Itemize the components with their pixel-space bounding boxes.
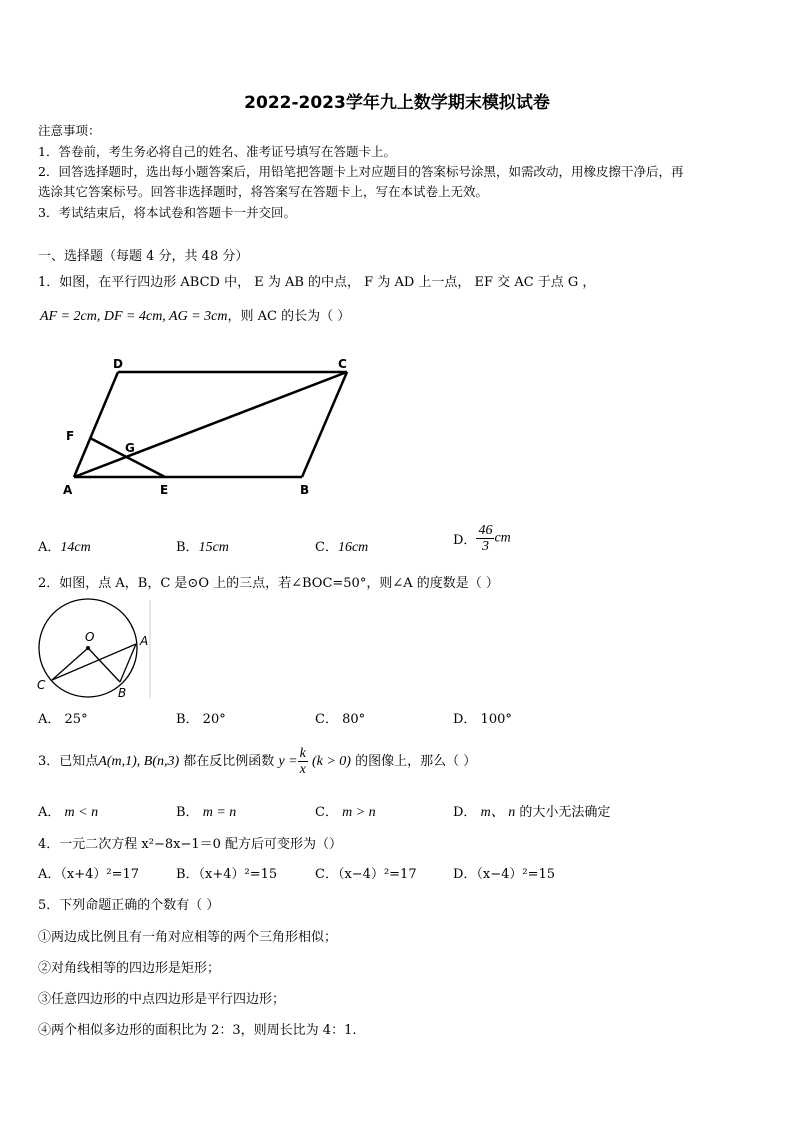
q2-label-a: A xyxy=(140,634,149,648)
q3-option-b[interactable] xyxy=(176,801,236,821)
q3-option-b-value: m = n xyxy=(202,805,237,820)
q1-option-d[interactable] xyxy=(453,523,511,554)
section-heading: 一、选择题（每题 4 分，共 48 分） xyxy=(38,249,249,264)
q1-option-c[interactable] xyxy=(315,536,368,556)
q1-figure-lines xyxy=(74,372,347,477)
q2-option-c[interactable]: C． 80° xyxy=(315,712,366,727)
q3-option-a[interactable] xyxy=(38,801,98,821)
q3-option-d-text: 的大小无法确定 xyxy=(519,805,611,820)
q1-conditions xyxy=(40,305,350,325)
q1-parallelogram-figure xyxy=(55,352,365,502)
q1-stem: 1．如图，在平行四边形 ABCD 中， E 为 AB 的中点， F 为 AD 上一点， EF 交 AC 于点 G ， xyxy=(38,275,596,290)
q1-option-d-label: D． xyxy=(453,533,477,548)
q1-option-b-value: 15cm xyxy=(198,540,229,555)
q3-func-y: y = xyxy=(278,754,298,769)
q3-option-b-label: B． xyxy=(176,805,199,820)
q5-stem: 5．下列命题正确的个数有（ ） xyxy=(38,898,220,913)
q3-option-a-label: A． xyxy=(38,805,61,820)
q1-label-b: B xyxy=(300,483,310,497)
q2-figure-lines xyxy=(52,644,136,682)
notice-item-1: 1．答卷前，考生务必将自己的姓名、准考证号填写在答题卡上。 xyxy=(38,144,396,159)
q1-option-d-denominator: 3 xyxy=(481,539,489,554)
q5-statement-1: ①两边成比例且有一角对应相等的两个三角形相似； xyxy=(38,930,338,945)
q5-statement-2: ②对角线相等的四边形是矩形； xyxy=(38,961,221,976)
page-title: 2022-2023学年九上数学期末模拟试卷 xyxy=(244,93,550,113)
q1-option-c-value: 16cm xyxy=(337,540,369,555)
q3-stem-post: 的图像上，那么（ ） xyxy=(350,754,477,769)
q1-conditions-math: AF = 2cm, DF = 4cm, AG = 3cm xyxy=(40,309,228,324)
q2-stem: 2．如图，点 A，B，C 是⊙O 上的三点，若∠BOC=50°，则∠A 的度数是（ ） xyxy=(38,576,499,591)
q4-option-d[interactable]: D．（x−4）²=15 xyxy=(453,867,556,882)
q3-option-d[interactable] xyxy=(453,801,610,821)
q1-label-d: D xyxy=(113,357,123,371)
q3-stem-pre: 3．已知点 xyxy=(38,754,99,769)
q5-statement-3: ③任意四边形的中点四边形是平行四边形； xyxy=(38,992,286,1007)
q1-option-d-numerator: 46 xyxy=(478,523,493,538)
q5-statement-4: ④两个相似多边形的面积比为 2：3，则周长比为 4：1. xyxy=(38,1023,357,1038)
q1-option-b-label: B． xyxy=(176,540,199,555)
q1-option-a-value: 14cm xyxy=(60,540,91,555)
notice-item-3: 3．考试结束后，将本试卷和答题卡一并交回。 xyxy=(38,205,296,220)
q2-option-a[interactable]: A． 25° xyxy=(38,712,88,727)
notice-item-2-cont: 选涂其它答案标号。回答非选择题时，将答案写在答题卡上，写在本试卷上无效。 xyxy=(38,184,489,199)
q2-option-d[interactable]: D． 100° xyxy=(453,712,512,727)
q3-option-c-value: m > n xyxy=(342,805,376,820)
q2-center-point xyxy=(86,646,90,650)
q1-label-c: C xyxy=(338,357,347,371)
q3-option-a-value: m < n xyxy=(64,805,99,820)
q3-func-condition: (k > 0) xyxy=(311,754,351,769)
notice-item-2: 2．回答选择题时，选出每小题答案后，用铅笔把答题卡上对应题目的答案标号涂黑，如需改动，用橡皮擦干净后，再 xyxy=(38,164,684,179)
q3-stem xyxy=(38,746,476,778)
q1-label-e: E xyxy=(160,483,169,497)
q3-option-c[interactable] xyxy=(315,801,376,821)
q1-label-f: F xyxy=(66,429,75,443)
q3-func-numerator: k xyxy=(299,746,306,761)
q2-label-c: C xyxy=(37,678,46,692)
q1-option-a[interactable] xyxy=(38,536,91,556)
q3-option-c-label: C． xyxy=(315,805,338,820)
q3-option-d-math: m、 n xyxy=(480,805,516,820)
notice-heading: 注意事项： xyxy=(38,123,101,138)
q2-circle-figure xyxy=(32,598,157,700)
q4-option-b[interactable]: B．（x+4）²=15 xyxy=(176,867,278,882)
q4-option-a[interactable]: A．（x+4）²=17 xyxy=(38,867,140,882)
q1-option-b[interactable] xyxy=(176,536,229,556)
q4-stem: 4．一元二次方程 x²−8x−1＝0 配方后可变形为（） xyxy=(38,837,343,852)
q1-option-a-label: A． xyxy=(38,540,61,555)
q3-stem-mid: 都在反比例函数 xyxy=(179,754,275,769)
q2-label-b: B xyxy=(118,686,127,700)
q1-option-d-unit: cm xyxy=(494,530,511,546)
q3-points: A(m,1), B(n,3) xyxy=(98,754,180,769)
q2-label-o: O xyxy=(85,630,95,644)
q3-option-d-label: D． xyxy=(453,805,477,820)
q1-conditions-text: ，则 AC 的长为（ ） xyxy=(227,309,351,324)
q4-option-c[interactable]: C．（x−4）²=17 xyxy=(315,867,417,882)
q1-label-a: A xyxy=(63,483,73,497)
q3-func-denominator: x xyxy=(299,762,306,777)
q3-func-fraction xyxy=(298,746,308,777)
q1-label-g: G xyxy=(125,441,135,455)
q1-option-c-label: C． xyxy=(315,540,338,555)
q1-option-d-fraction xyxy=(476,523,494,554)
q2-option-b[interactable]: B． 20° xyxy=(176,712,226,727)
